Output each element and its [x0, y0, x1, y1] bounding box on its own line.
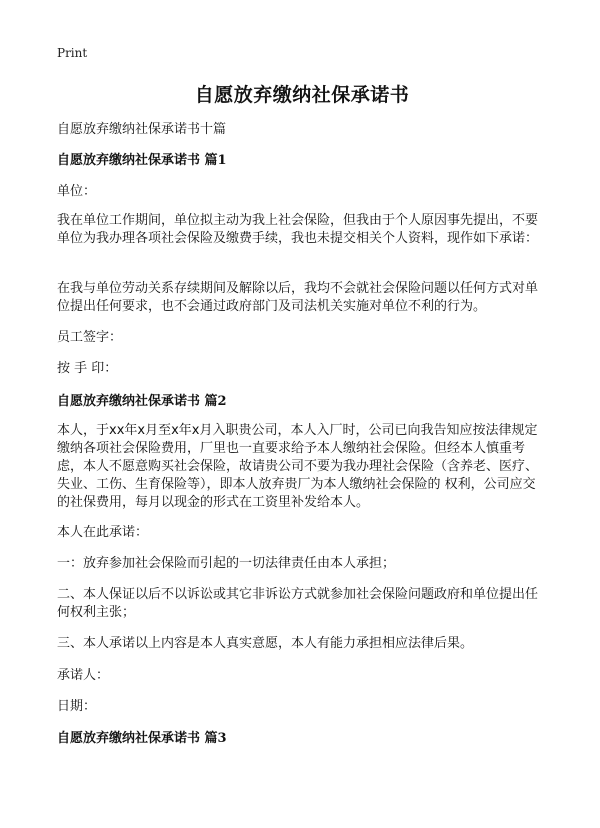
section-2-heading: 自愿放弃缴纳社保承诺书 篇2 — [57, 394, 227, 409]
section-1-heading: 自愿放弃缴纳社保承诺书 篇1 — [57, 153, 227, 168]
print-label: Print — [57, 46, 88, 60]
section-2-paragraph: 三、本人承诺以上内容是本人真实意愿，本人有能力承担相应法律后果。 — [57, 636, 474, 651]
section-2-paragraph: 本人在此承诺： — [57, 525, 149, 540]
section-1-paragraph: 单位： — [57, 184, 97, 199]
section-2-paragraph: 承诺人： — [57, 668, 110, 683]
document-subtitle: 自愿放弃缴纳社保承诺书十篇 — [57, 122, 227, 137]
section-2-paragraph: 二、本人保证以后不以诉讼或其它非诉讼方式就参加社会保险问题政府和单位提出任何权利主张； — [57, 587, 539, 620]
section-1-paragraph: 员工签字： — [57, 330, 123, 345]
section-2-paragraph: 日期： — [57, 699, 97, 714]
section-2-paragraph: 本人，于xx年x月至x年x月入职贵公司，本人入厂时，公司已向我告知应按法律规定缴纳各项社会保险费用，厂里也一直要求给予本人缴纳社会保险。但经本人慎重考虑，本人不愿意购买社会保险，故请贵公司不要为我办理社会保险（含养老、医疗、失业、工伤、生育保险等），即本人放弃贵厂为本人缴纳社会保险的 权利，公司应交的社保费用，每月以现金的形式在工资里补发给本人。 — [57, 423, 539, 510]
section-1-paragraph: 在我与单位劳动关系存续期间及解除以后，我均不会就社会保险问题以任何方式对单位提出任何要求，也不会通过政府部门及司法机关实施对单位不利的行为。 — [57, 281, 539, 314]
section-1-paragraph: 我在单位工作期间，单位拟主动为我上社会保险，但我由于个人原因事先提出，不要单位为我办理各项社会保险及缴费手续，我也未提交相关个人资料，现作如下承诺： — [57, 213, 539, 246]
document-title: 自愿放弃缴纳社保承诺书 — [194, 84, 410, 106]
section-1-paragraph: 按 手 印： — [57, 361, 118, 376]
section-2-paragraph: 一：放弃参加社会保险而引起的一切法律责任由本人承担； — [57, 556, 396, 571]
section-3-heading: 自愿放弃缴纳社保承诺书 篇3 — [57, 731, 227, 746]
